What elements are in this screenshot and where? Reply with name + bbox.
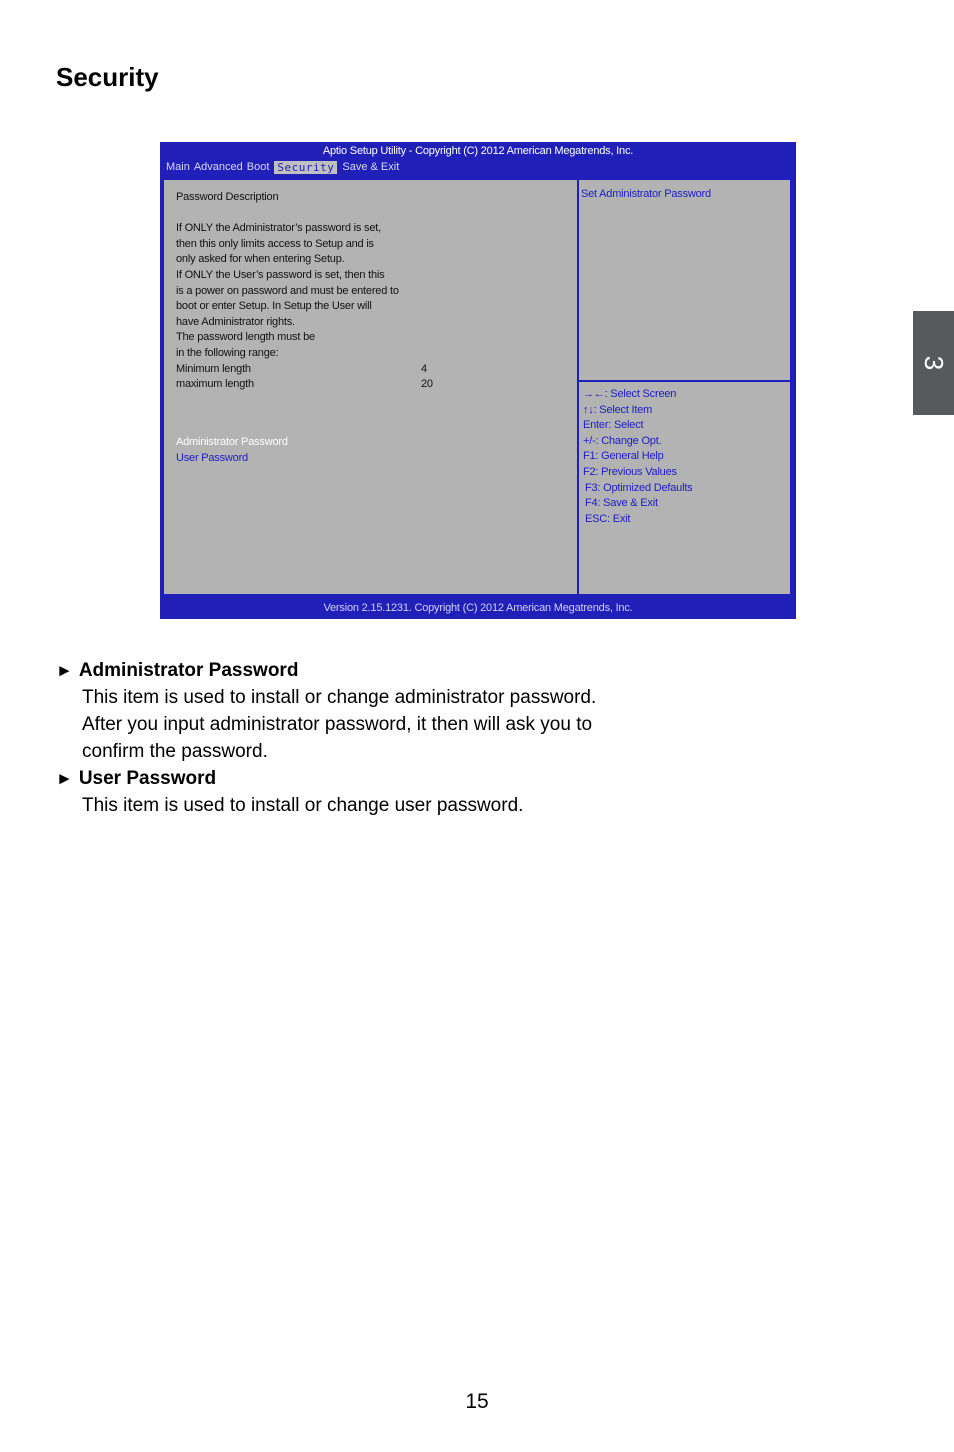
triangle-bullet-icon: ► — [56, 769, 73, 788]
description-line: have Administrator rights. — [176, 315, 295, 328]
bios-footer: Version 2.15.1231. Copyright (C) 2012 American Megatrends, Inc. — [323, 602, 633, 614]
minimum-length-label: Minimum length — [176, 362, 251, 375]
administrator-password-item[interactable]: Administrator Password — [176, 436, 288, 448]
maximum-length-row — [176, 377, 576, 393]
description-line: If ONLY the User’s password is set, then this — [176, 268, 385, 281]
menu-tab-main[interactable]: Main — [166, 161, 190, 173]
description-line: The password length must be — [176, 331, 315, 344]
key-esc-exit: ESC: Exit — [585, 512, 631, 525]
key-select-item: ↑↓: Select Item — [583, 403, 653, 416]
section-user-password — [56, 765, 656, 819]
description-title: Password Description — [176, 191, 279, 203]
maximum-length-label: maximum length — [176, 378, 254, 391]
key-general-help: F1: General Help — [583, 450, 664, 463]
key-optimized-defaults: F3: Optimized Defaults — [585, 481, 693, 494]
section-line: After you input administrator password, it then will ask you to — [82, 714, 593, 735]
key-change-opt: +/-: Change Opt. — [583, 434, 662, 447]
bios-screenshot — [160, 142, 796, 619]
user-password-item[interactable]: User Password — [176, 452, 248, 464]
minimum-length-row — [176, 362, 576, 378]
page-title: Security — [56, 62, 159, 92]
section-line: confirm the password. — [82, 741, 268, 762]
item-help-text: Set Administrator Password — [581, 188, 711, 200]
bios-main-panel — [162, 178, 792, 596]
section-heading — [56, 765, 656, 792]
bios-menu-bar — [164, 160, 401, 174]
password-items — [176, 434, 288, 466]
panel-divider-vertical — [577, 180, 579, 594]
page-number: 15 — [465, 1390, 489, 1413]
section-heading — [56, 657, 656, 684]
description-line: then this only limits access to Setup and is — [176, 237, 374, 250]
password-description — [176, 190, 576, 393]
menu-tab-security[interactable]: Security — [274, 161, 337, 174]
key-select-screen: →←: Select Screen — [583, 388, 677, 400]
menu-tab-advanced[interactable]: Advanced — [193, 161, 243, 173]
triangle-bullet-icon: ► — [56, 661, 73, 680]
description-line: boot or enter Setup. In Setup the User will — [176, 300, 372, 313]
chapter-number: 3 — [918, 355, 949, 371]
minimum-length-value: 4 — [421, 362, 427, 375]
chapter-tab — [913, 311, 954, 415]
section-line: This item is used to install or change administrator password. — [82, 687, 597, 708]
key-save-exit: F4: Save & Exit — [585, 497, 658, 510]
maximum-length-value: 20 — [421, 378, 433, 391]
heading-text: User Password — [78, 768, 217, 789]
panel-divider-horizontal — [579, 380, 792, 382]
description-line: only asked for when entering Setup. — [176, 253, 345, 266]
section-line: This item is used to install or change user password. — [82, 795, 524, 816]
key-previous-values: F2: Previous Values — [583, 465, 677, 478]
description-line: is a power on password and must be entered to — [176, 284, 399, 297]
section-administrator-password — [56, 657, 656, 765]
key-enter: Enter: Select — [583, 419, 644, 432]
heading-text: Administrator Password — [78, 660, 299, 681]
description-line: If ONLY the Administrator’s password is set, — [176, 222, 381, 235]
menu-tab-boot[interactable]: Boot — [246, 161, 270, 173]
key-legend — [583, 387, 692, 527]
bios-title-bar: Aptio Setup Utility - Copyright (C) 2012 American Megatrends, Inc. — [322, 145, 634, 157]
description-line: in the following range: — [176, 346, 279, 359]
menu-tab-save-exit[interactable]: Save & Exit — [342, 161, 400, 173]
